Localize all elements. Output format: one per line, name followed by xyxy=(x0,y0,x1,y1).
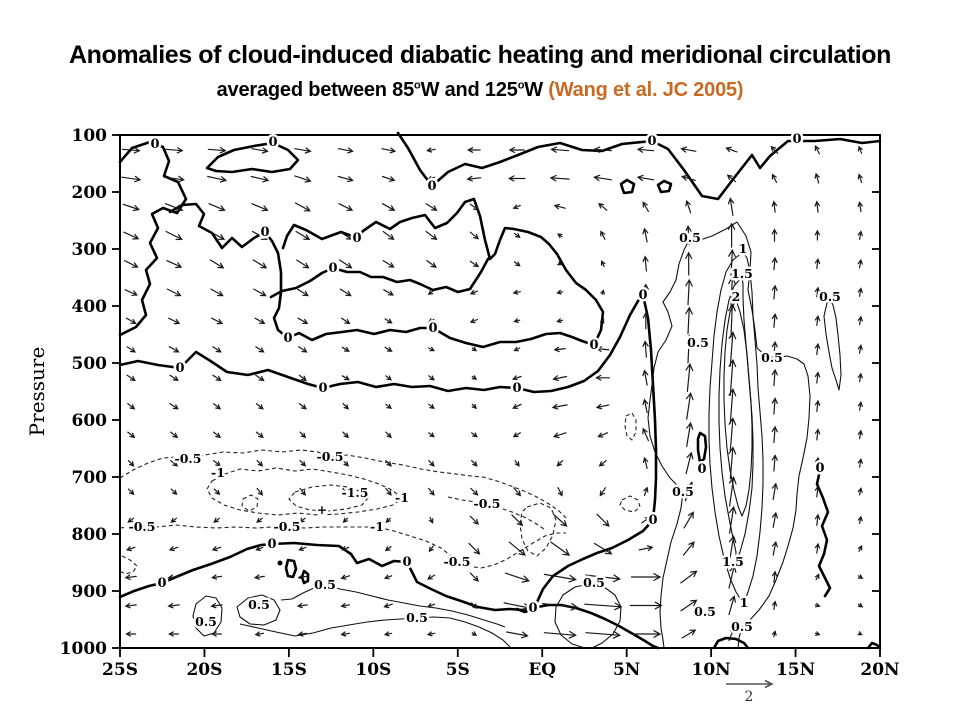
x-tick-label: 15N xyxy=(775,660,816,680)
contour-label: 0.5 xyxy=(819,289,841,304)
degree-symbol: o xyxy=(414,79,421,92)
contour-label: 0.5 xyxy=(694,604,716,619)
contour-label: -1 xyxy=(395,490,409,505)
contour-label: 2 xyxy=(731,289,741,304)
contour-label: 0.5 xyxy=(583,575,605,590)
contour-label: -0.5 xyxy=(128,519,156,534)
x-tick-label: 20N xyxy=(860,660,900,680)
y-tick-label: 500 xyxy=(71,354,107,374)
contour-label: -0.5 xyxy=(473,496,501,511)
contour-label: 0.5 xyxy=(679,230,701,245)
contour-label: 0.5 xyxy=(731,619,753,634)
contour-label: 0 xyxy=(267,537,277,552)
y-tick-label: 400 xyxy=(71,297,107,317)
y-tick-label: 100 xyxy=(71,126,107,146)
contour-label: 0 xyxy=(260,225,270,240)
contour-level--0.5 xyxy=(620,496,640,512)
contour-level-0 xyxy=(398,133,880,199)
contour-label: 0 xyxy=(648,513,658,528)
contour-label: 0.5 xyxy=(248,597,270,612)
contour-level-0.5 xyxy=(737,222,810,648)
contour-label: 0 xyxy=(328,261,338,276)
plot-border xyxy=(120,135,880,648)
y-tick-label: 900 xyxy=(71,582,107,602)
x-tick-label: EQ xyxy=(528,660,557,680)
contour-level--0.5 xyxy=(625,413,636,440)
contour-label: -0.5 xyxy=(174,451,202,466)
contour-label: 0 xyxy=(175,361,185,376)
contour-label: 0 xyxy=(157,576,167,591)
contour-label: 0 xyxy=(428,321,438,336)
reference-vector-label: 2 xyxy=(744,689,754,705)
contour-label: 0 xyxy=(792,132,802,147)
contour-label: -1 xyxy=(370,519,384,534)
contour-level-0 xyxy=(621,180,634,193)
y-tick-label: 700 xyxy=(71,468,107,488)
contour-label: -0.5 xyxy=(443,554,471,569)
contour-label: 0 xyxy=(647,134,657,149)
contour-label: 0 xyxy=(528,601,538,616)
contour-label: 0 xyxy=(697,462,707,477)
contour-label: 0 xyxy=(815,461,825,476)
y-tick-label: 1000 xyxy=(59,639,107,659)
contour-label: 0.5 xyxy=(687,335,709,350)
contour-label: + xyxy=(316,502,328,517)
contour-level-0 xyxy=(698,433,706,462)
contour-label: 1 xyxy=(739,595,749,610)
contour-label: 0 xyxy=(638,288,648,303)
contour-level-0.5 xyxy=(240,617,511,648)
x-tick-label: 5N xyxy=(612,660,641,680)
contour-label: 0 xyxy=(589,338,599,353)
contour-level-0 xyxy=(286,560,296,577)
y-tick-label: 800 xyxy=(71,525,107,545)
reference-vector xyxy=(726,681,772,688)
y-tick-label: 200 xyxy=(71,183,107,203)
contour-level--0.5 xyxy=(120,525,566,568)
x-tick-label: 20S xyxy=(186,660,223,680)
contour-label: 0 xyxy=(268,135,278,150)
contour-label: 0.5 xyxy=(406,610,428,625)
x-tick-label: 15S xyxy=(270,660,307,680)
citation-text: (Wang et al. JC 2005) xyxy=(548,79,744,101)
contour-label: 0.5 xyxy=(195,614,217,629)
contour-level-0.5 xyxy=(555,584,621,648)
contour-level--1.5 xyxy=(242,495,258,511)
contour-label: -0.5 xyxy=(316,449,344,464)
contour-label: -1.5 xyxy=(341,485,369,500)
contour-level-0 xyxy=(170,199,603,347)
contour-level-0 xyxy=(658,181,671,192)
x-tick-label: 10N xyxy=(691,660,731,680)
page-title: Anomalies of cloud-induced diabatic heating and meridional circulation xyxy=(68,41,892,69)
x-tick-label: 10S xyxy=(355,660,392,680)
contour-label: 0.5 xyxy=(761,350,783,365)
y-tick-label: 600 xyxy=(71,411,107,431)
page-subtitle: averaged between 85$^o$W and 125$^o$W (Wang et al. JC 2005) xyxy=(216,79,744,101)
y-axis-title: Pressure xyxy=(25,346,49,437)
contour-label: 0 xyxy=(283,331,293,346)
x-tick-label: 5S xyxy=(445,660,470,680)
contour-label: 0.5 xyxy=(314,577,336,592)
contour-label: 1.5 xyxy=(731,266,753,281)
contour-level-1.5 xyxy=(719,277,753,565)
contour-label: -1 xyxy=(211,465,225,480)
contour-level--0.5 xyxy=(120,556,137,574)
contour-label: 0 xyxy=(512,381,522,396)
contour-label: 0 xyxy=(402,555,412,570)
contour-level-2 xyxy=(724,300,752,516)
contour-label: 0 xyxy=(352,231,362,246)
subtitle-text: averaged between 85 xyxy=(216,79,415,101)
contour-label: 0 xyxy=(427,179,437,194)
contour-label: -0.5 xyxy=(273,519,301,534)
contour-level-0.5 xyxy=(824,300,841,390)
degree-symbol: o xyxy=(517,79,525,92)
contour-level-0 xyxy=(714,638,748,648)
contour-label: 0 xyxy=(318,381,328,396)
x-tick-label: 25S xyxy=(102,660,138,680)
contour-label: 1 xyxy=(738,241,748,256)
y-tick-label: 300 xyxy=(71,240,107,260)
contour-level-0 xyxy=(120,142,186,335)
contour-label: 1.5 xyxy=(722,554,744,569)
contour-label: 0 xyxy=(150,137,160,152)
contour-label: 0.5 xyxy=(672,484,694,499)
